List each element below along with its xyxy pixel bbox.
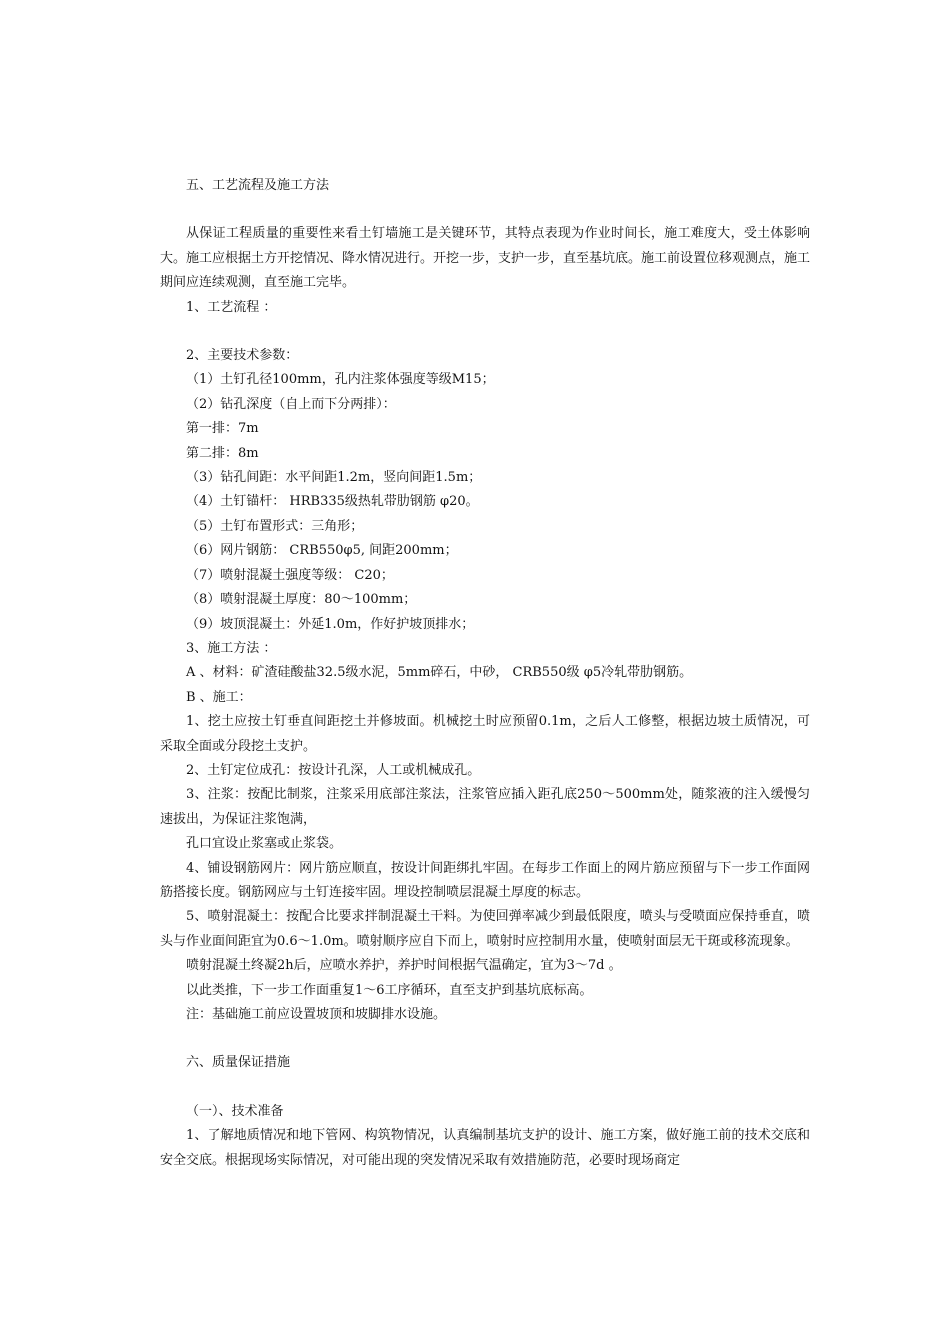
step-1: 1、挖土应按土钉垂直间距挖土并修坡面。机械挖土时应预留0.1m，之后人工修整，根据边坡土质情况，可采取全面或分段挖土支护。 xyxy=(160,714,810,754)
param-8: （8）喷射混凝土厚度：80～100mm； xyxy=(186,592,417,608)
step-3b: 孔口宜设止浆塞或止浆袋。 xyxy=(186,836,343,852)
param-6: （6）网片钢筋： CRB550φ5, 间距200mm； xyxy=(186,543,458,559)
param-1: （1）土钉孔径100mm，孔内注浆体强度等级M15； xyxy=(186,372,495,388)
method-b: B 、施工： xyxy=(186,689,252,705)
params-heading: 2、主要技术参数： xyxy=(186,348,299,364)
param-3: （3）钻孔间距：水平间距1.2m，竖向间距1.5m； xyxy=(186,470,482,486)
step-5: 5、喷射混凝土：按配合比要求拌制混凝土干料。为使回弹率减少到最低限度，喷头与受喷面应保持垂直，喷头与作业面间距宜为0.6～1.0m。喷射顺序应自下而上，喷射时应控制用水量，使喷射面层无干斑或移流现象。 xyxy=(160,909,810,949)
process-heading: 1、工艺流程 ： xyxy=(186,299,277,315)
row-1: 第一排：7m xyxy=(186,421,259,437)
param-4: （4）土钉锚杆： HRB335级热轧带肋钢筋 φ20。 xyxy=(186,494,479,510)
step-4: 4、铺设钢筋网片：网片筋应顺直，按设计间距绑扎牢固。在每步工作面上的网片筋应预留与下一步工作面网筋搭接长度。钢筋网应与土钉连接牢固。埋设控制喷层混凝土厚度的标志。 xyxy=(160,860,810,900)
subsection-1-title: （一）、技术准备 xyxy=(186,1103,284,1119)
curing-text: 喷射混凝土终凝2h后，应喷水养护，养护时间根据气温确定，宜为3～7d 。 xyxy=(186,958,622,974)
document-body xyxy=(160,174,810,1173)
repeat-text: 以此类推，下一步工作面重复1～6工序循环，直至支护到基坑底标高。 xyxy=(186,982,593,998)
subsection-1-paragraph: 1、了解地质情况和地下管网、构筑物情况，认真编制基坑支护的设计、施工方案，做好施工前的技术交底和安全交底。根据现场实际情况，对可能出现的突发情况采取有效措施防范，必要时现场商定 xyxy=(160,1128,810,1168)
param-7: （7）喷射混凝土强度等级： C20； xyxy=(186,567,394,583)
step-3: 3、注浆：按配比制浆，注浆采用底部注浆法，注浆管应插入距孔底250～500mm处，随浆液的注入缓慢匀速拔出，为保证注浆饱满， xyxy=(160,787,810,827)
section-5-title: 五、工艺流程及施工方法 xyxy=(186,178,330,193)
intro-paragraph: 从保证工程质量的重要性来看土钉墙施工是关键环节，其特点表现为作业时间长，施工难度大，受土体影响大。施工应根据土方开挖情况、降水情况进行。开挖一步，支护一步，直至基坑底。施工前设置位移观测点，施工期间应连续观测，直至施工完毕。 xyxy=(160,226,811,291)
section-6-title: 六、质量保证措施 xyxy=(186,1055,291,1071)
note-text: 注：基础施工前应设置坡顶和坡脚排水设施。 xyxy=(186,1007,447,1022)
row-2: 第二排：8m xyxy=(186,445,259,461)
param-2: （2）钻孔深度（自上而下分两排）： xyxy=(186,396,396,412)
method-a: A 、材料：矿渣硅酸盐32.5级水泥，5mm碎石，中砂， CRB550级 φ5冷轧带肋钢筋。 xyxy=(186,665,693,681)
param-5: （5）土钉布置形式：三角形； xyxy=(186,518,364,534)
step-2: 2、土钉定位成孔：按设计孔深，人工或机械成孔。 xyxy=(186,762,481,778)
method-heading: 3、施工方法 ： xyxy=(186,640,277,656)
param-9: （9）坡顶混凝土：外延1.0m，作好护坡顶排水； xyxy=(186,616,475,632)
